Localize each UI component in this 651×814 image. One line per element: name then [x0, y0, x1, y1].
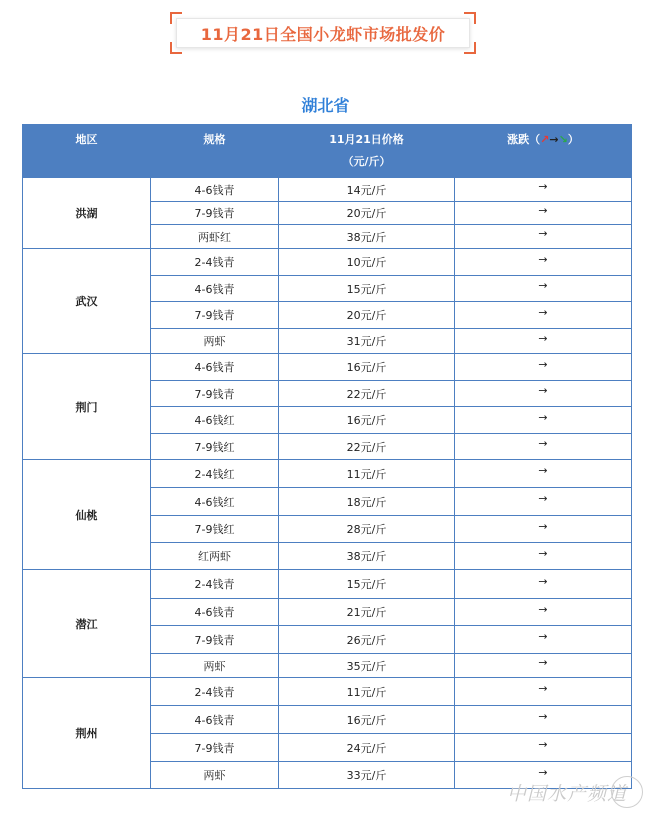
header-price-line2: （元/斤） — [342, 155, 391, 168]
price-cell: 10元/斤 — [279, 249, 455, 276]
spec-cell: 7-9钱青 — [151, 626, 279, 654]
trend-cell — [455, 354, 632, 381]
trend-down-icon: ↘ — [558, 133, 568, 146]
trend-flat-icon: → — [538, 546, 548, 560]
header-trend-close: ） — [567, 133, 579, 146]
watermark-logo: 中国水产频道 — [506, 783, 627, 805]
table-row — [23, 460, 632, 488]
price-cell: 38元/斤 — [279, 225, 455, 249]
trend-cell — [455, 329, 632, 354]
spec-cell: 两虾红 — [151, 225, 279, 249]
table-header-row — [23, 125, 632, 178]
price-cell: 11元/斤 — [279, 678, 455, 706]
trend-flat-icon: → — [538, 574, 548, 588]
trend-flat-icon: → — [538, 305, 548, 319]
trend-cell — [455, 488, 632, 516]
title-banner — [170, 12, 476, 54]
region-cell: 荆门 — [23, 354, 151, 460]
region-cell: 潜江 — [23, 570, 151, 678]
trend-cell — [455, 734, 632, 762]
header-price-line1: 11月21日价格 — [329, 133, 404, 146]
price-cell: 26元/斤 — [279, 626, 455, 654]
table-row — [23, 178, 632, 202]
header-region: 地区 — [23, 125, 151, 178]
trend-cell — [455, 276, 632, 302]
price-cell: 22元/斤 — [279, 381, 455, 407]
spec-cell: 红两虾 — [151, 543, 279, 570]
header-price — [279, 125, 455, 178]
trend-flat-icon: → — [538, 384, 548, 397]
trend-cell — [455, 302, 632, 329]
trend-flat-icon: → — [538, 252, 548, 266]
price-cell: 16元/斤 — [279, 407, 455, 434]
header-trend-label: 涨跌（ — [507, 133, 541, 146]
trend-flat-icon: → — [538, 410, 548, 424]
spec-cell: 4-6钱红 — [151, 488, 279, 516]
region-cell: 荆州 — [23, 678, 151, 789]
trend-flat-icon: → — [538, 682, 548, 695]
trend-cell — [455, 678, 632, 706]
trend-flat-icon: → — [538, 331, 548, 345]
spec-cell: 4-6钱青 — [151, 276, 279, 302]
trend-flat-icon: → — [538, 710, 548, 723]
trend-flat-icon: → — [549, 133, 559, 146]
table-row — [23, 354, 632, 381]
table-row — [23, 570, 632, 599]
spec-cell: 2-4钱青 — [151, 249, 279, 276]
spec-cell: 两虾 — [151, 329, 279, 354]
spec-cell: 4-6钱红 — [151, 407, 279, 434]
trend-cell — [455, 460, 632, 488]
page-title: 11月21日全国小龙虾市场批发价 — [200, 24, 446, 44]
watermark-globe-icon — [611, 776, 643, 808]
price-cell: 24元/斤 — [279, 734, 455, 762]
trend-flat-icon: → — [538, 357, 548, 371]
price-cell: 22元/斤 — [279, 434, 455, 460]
price-cell: 16元/斤 — [279, 706, 455, 734]
trend-flat-icon: → — [538, 464, 548, 477]
trend-cell — [455, 599, 632, 626]
trend-cell — [455, 434, 632, 460]
price-cell: 38元/斤 — [279, 543, 455, 570]
trend-flat-icon: → — [538, 437, 548, 450]
trend-flat-icon: → — [538, 519, 548, 533]
trend-cell — [455, 706, 632, 734]
price-cell: 15元/斤 — [279, 276, 455, 302]
price-cell: 16元/斤 — [279, 354, 455, 381]
price-cell: 33元/斤 — [279, 762, 455, 789]
trend-flat-icon: → — [538, 602, 548, 616]
trend-flat-icon: → — [538, 180, 548, 193]
trend-cell — [455, 407, 632, 434]
trend-flat-icon: → — [538, 203, 548, 217]
spec-cell: 2-4钱青 — [151, 678, 279, 706]
spec-cell: 7-9钱青 — [151, 381, 279, 407]
trend-flat-icon: → — [538, 279, 548, 292]
trend-cell — [455, 516, 632, 543]
trend-cell — [455, 381, 632, 407]
region-cell: 武汉 — [23, 249, 151, 354]
region-cell: 仙桃 — [23, 460, 151, 570]
trend-flat-icon: → — [538, 656, 548, 669]
trend-cell — [455, 178, 632, 202]
table-row — [23, 249, 632, 276]
price-table — [22, 124, 632, 789]
trend-flat-icon: → — [538, 492, 548, 505]
trend-cell — [455, 543, 632, 570]
spec-cell: 7-9钱青 — [151, 734, 279, 762]
spec-cell: 4-6钱青 — [151, 599, 279, 626]
trend-flat-icon: → — [538, 765, 548, 779]
spec-cell: 两虾 — [151, 654, 279, 678]
trend-cell — [455, 570, 632, 599]
trend-cell — [455, 626, 632, 654]
spec-cell: 4-6钱青 — [151, 706, 279, 734]
trend-cell — [455, 202, 632, 225]
trend-flat-icon: → — [538, 738, 548, 751]
header-spec: 规格 — [151, 125, 279, 178]
spec-cell: 7-9钱青 — [151, 202, 279, 225]
spec-cell: 两虾 — [151, 762, 279, 789]
spec-cell: 7-9钱红 — [151, 516, 279, 543]
price-cell: 15元/斤 — [279, 570, 455, 599]
price-cell: 20元/斤 — [279, 302, 455, 329]
region-cell: 洪湖 — [23, 178, 151, 249]
spec-cell: 7-9钱红 — [151, 434, 279, 460]
spec-cell: 7-9钱青 — [151, 302, 279, 329]
trend-cell — [455, 654, 632, 678]
price-cell: 14元/斤 — [279, 178, 455, 202]
trend-flat-icon: → — [538, 227, 548, 240]
price-cell: 28元/斤 — [279, 516, 455, 543]
price-cell: 18元/斤 — [279, 488, 455, 516]
spec-cell: 2-4钱红 — [151, 460, 279, 488]
trend-flat-icon: → — [538, 630, 548, 643]
price-cell: 31元/斤 — [279, 329, 455, 354]
price-cell: 11元/斤 — [279, 460, 455, 488]
price-cell: 21元/斤 — [279, 599, 455, 626]
price-cell: 35元/斤 — [279, 654, 455, 678]
spec-cell: 2-4钱青 — [151, 570, 279, 599]
spec-cell: 4-6钱青 — [151, 178, 279, 202]
banner-box — [176, 18, 470, 48]
price-cell: 20元/斤 — [279, 202, 455, 225]
trend-cell — [455, 249, 632, 276]
province-heading: 湖北省 — [301, 96, 350, 115]
trend-up-icon: ↗ — [540, 133, 550, 146]
spec-cell: 4-6钱青 — [151, 354, 279, 381]
header-trend — [455, 125, 632, 178]
table-row — [23, 678, 632, 706]
trend-cell — [455, 225, 632, 249]
